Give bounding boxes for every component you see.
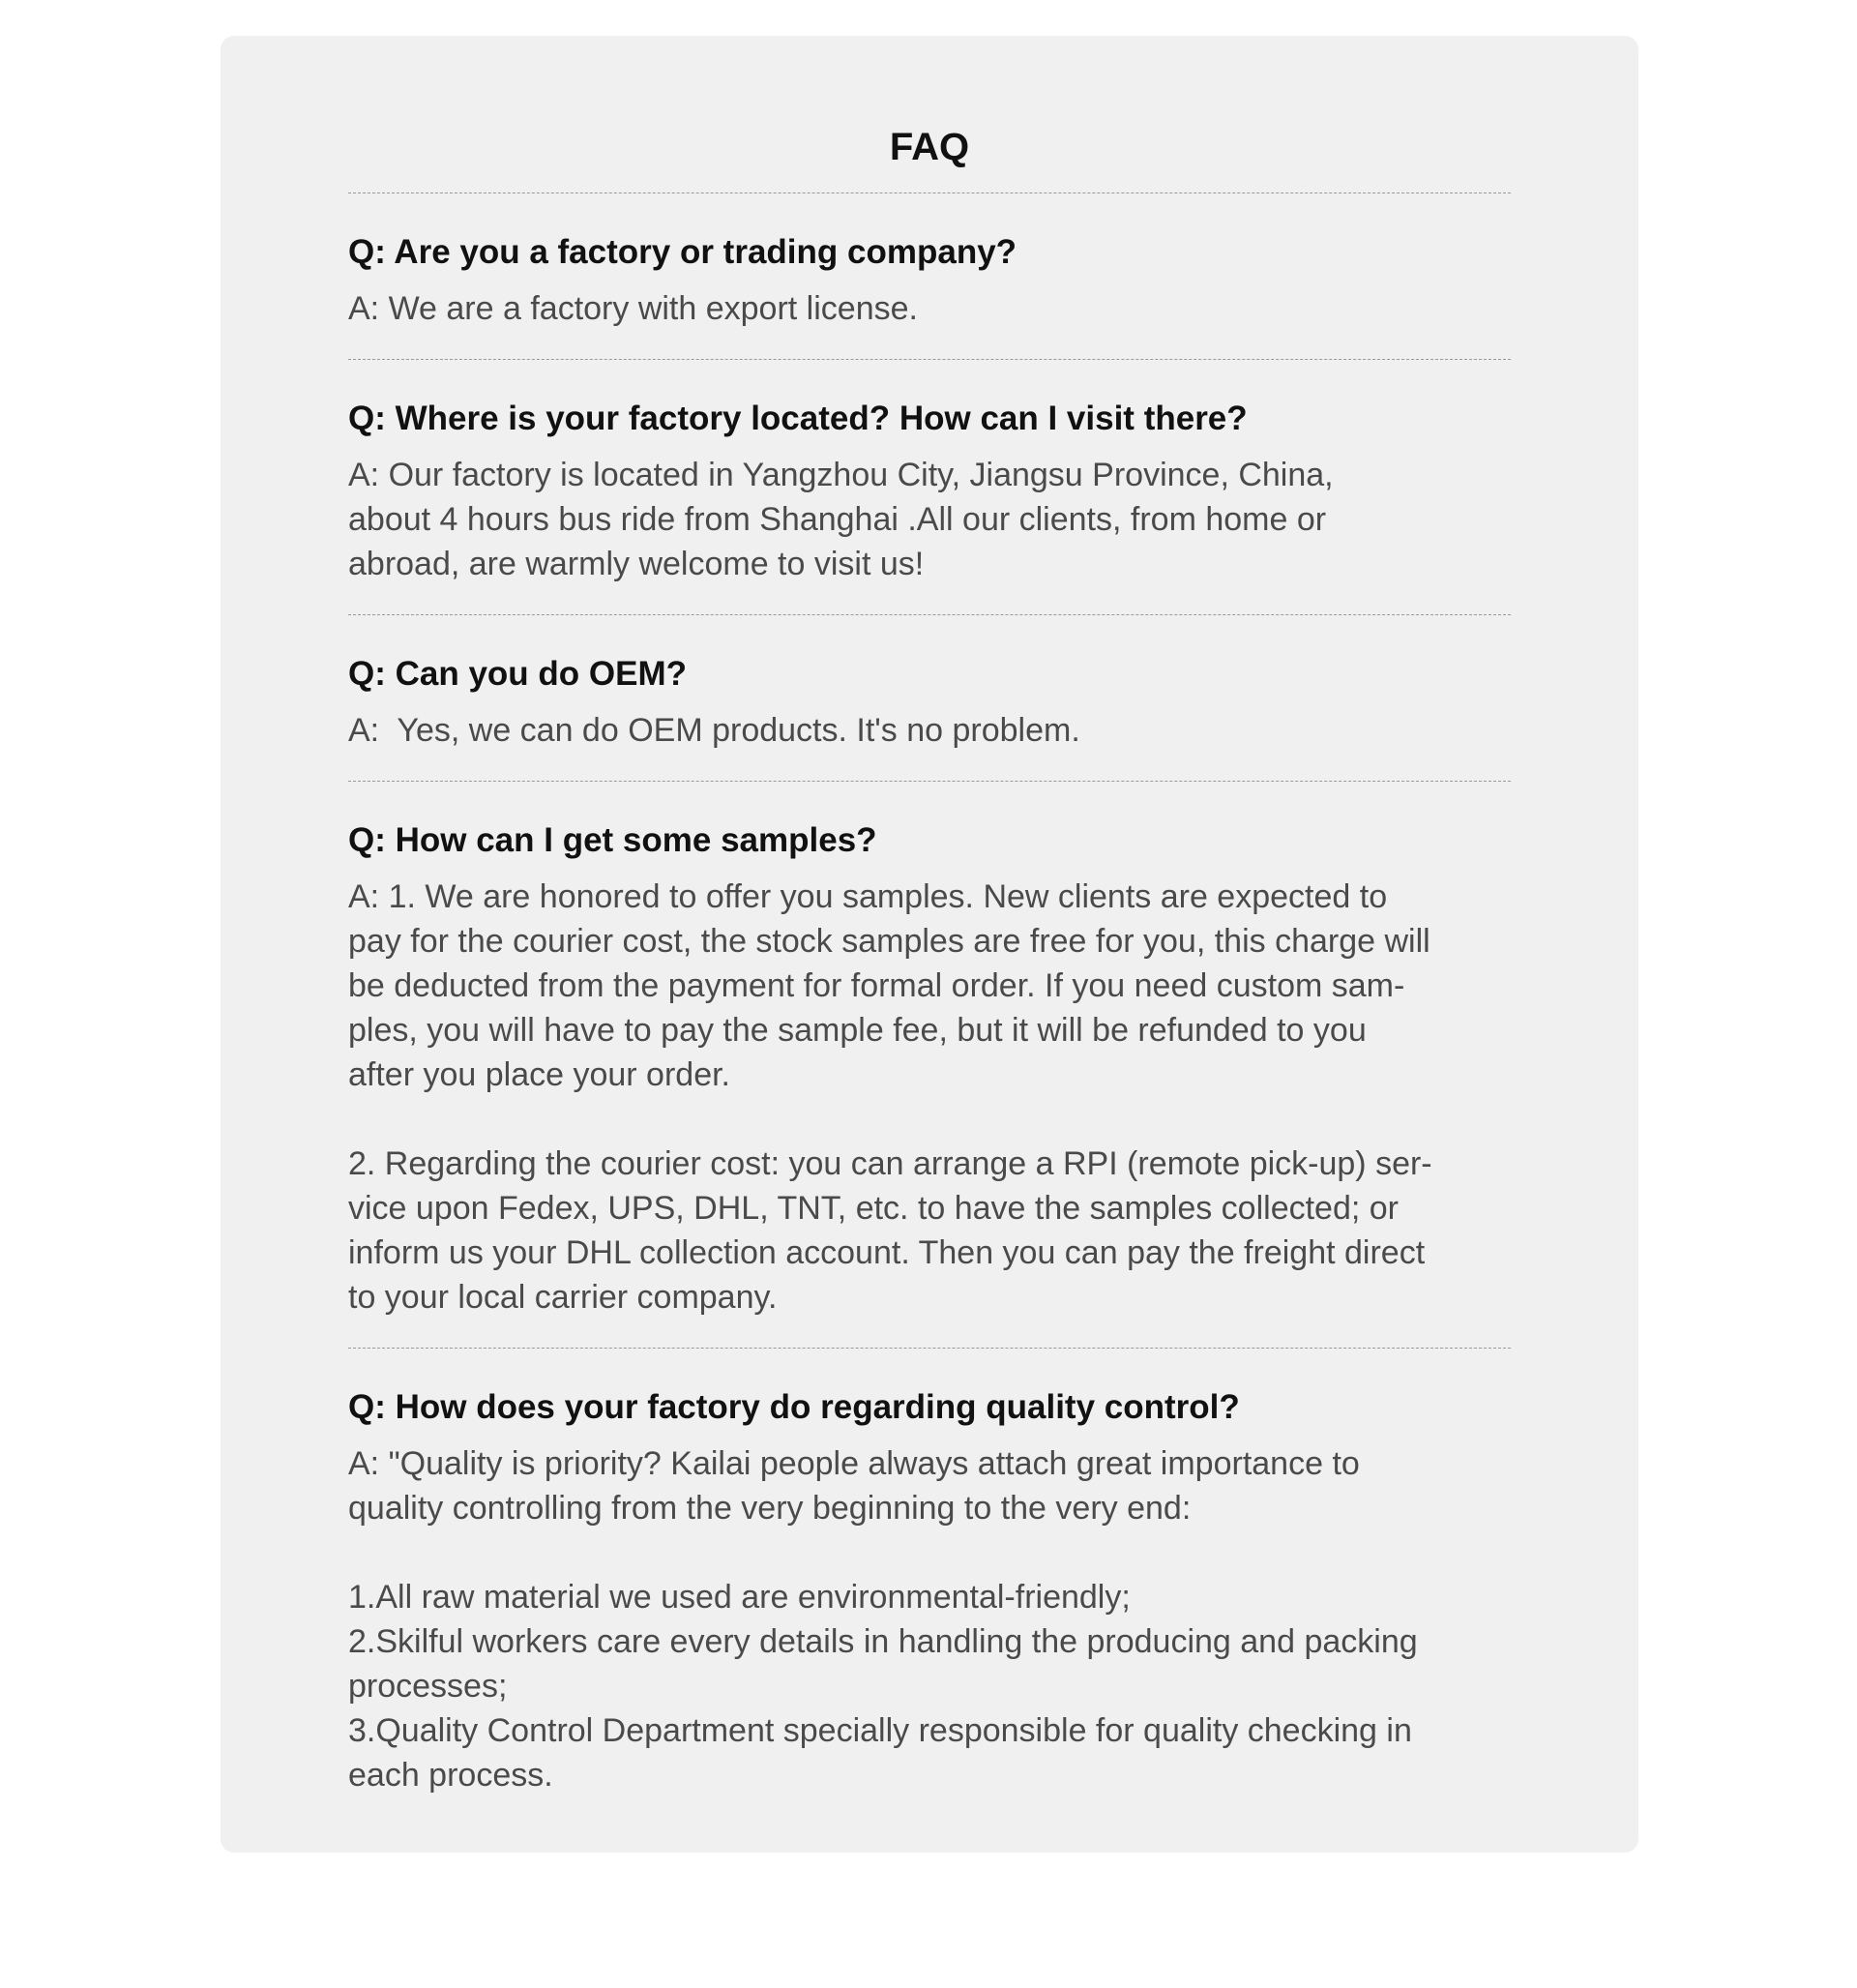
faq-card	[221, 36, 1638, 1853]
faq-answer-line: quality controlling from the very beginning to the very end:	[348, 1490, 1192, 1527]
faq-question: Q: Are you a factory or trading company?	[348, 233, 1017, 271]
faq-question: Q: Where is your factory located? How can I visit there?	[348, 400, 1248, 437]
faq-item	[348, 781, 1511, 1348]
faq-item	[348, 359, 1511, 614]
faq-answer	[348, 875, 1548, 1320]
faq-answer-line: abroad, are warmly welcome to visit us!	[348, 546, 925, 582]
faq-question: Q: Can you do OEM?	[348, 655, 687, 693]
faq-answer-line: 2.Skilful workers care every details in handling the producing and packing	[348, 1623, 1418, 1660]
faq-answer-line: inform us your DHL collection account. Then you can pay the freight direct	[348, 1234, 1426, 1271]
faq-answer-line: vice upon Fedex, UPS, DHL, TNT, etc. to have the samples collected; or	[348, 1190, 1399, 1227]
faq-item	[348, 614, 1511, 781]
faq-answer-line: to your local carrier company.	[348, 1279, 778, 1316]
faq-answer-line	[348, 1530, 1548, 1575]
faq-answer-line: processes;	[348, 1668, 508, 1705]
faq-answer	[348, 708, 1548, 753]
faq-answer-line: about 4 hours bus ride from Shanghai .All our clients, from home or	[348, 501, 1327, 538]
page-title: FAQ	[889, 126, 970, 168]
faq-answer-line: pay for the courier cost, the stock samples are free for you, this charge will	[348, 923, 1430, 960]
faq-answer-line: A: We are a factory with export license.	[348, 290, 918, 327]
faq-answer	[348, 1441, 1548, 1797]
faq-answer-line: 2. Regarding the courier cost: you can arrange a RPI (remote pick-up) ser-	[348, 1145, 1432, 1182]
faq-answer	[348, 286, 1548, 331]
faq-question: Q: How does your factory do regarding quality control?	[348, 1388, 1240, 1426]
faq-answer-line: ples, you will have to pay the sample fee, but it will be refunded to you	[348, 1012, 1367, 1049]
faq-answer-line	[348, 1097, 1548, 1142]
faq-answer-line: A: "Quality is priority? Kailai people always attach great importance to	[348, 1445, 1360, 1482]
faq-question: Q: How can I get some samples?	[348, 821, 877, 859]
faq-answer-line: A: Our factory is located in Yangzhou City, Jiangsu Province, China,	[348, 457, 1334, 493]
faq-answer-line: after you place your order.	[348, 1056, 731, 1093]
faq-answer-line: 3.Quality Control Department specially responsible for quality checking in	[348, 1712, 1412, 1749]
faq-answer-line: each process.	[348, 1757, 553, 1794]
faq-answer-line: be deducted from the payment for formal order. If you need custom sam-	[348, 967, 1405, 1004]
faq-answer-line: 1.All raw material we used are environmental-friendly;	[348, 1579, 1131, 1616]
faq-answer-line: A: 1. We are honored to offer you samples. New clients are expected to	[348, 878, 1388, 915]
faq-answer	[348, 453, 1548, 586]
faq-item	[348, 193, 1511, 359]
faq-answer-line: A: Yes, we can do OEM products. It's no problem.	[348, 712, 1080, 749]
faq-item	[348, 1348, 1511, 1825]
faq-list	[348, 193, 1548, 1825]
